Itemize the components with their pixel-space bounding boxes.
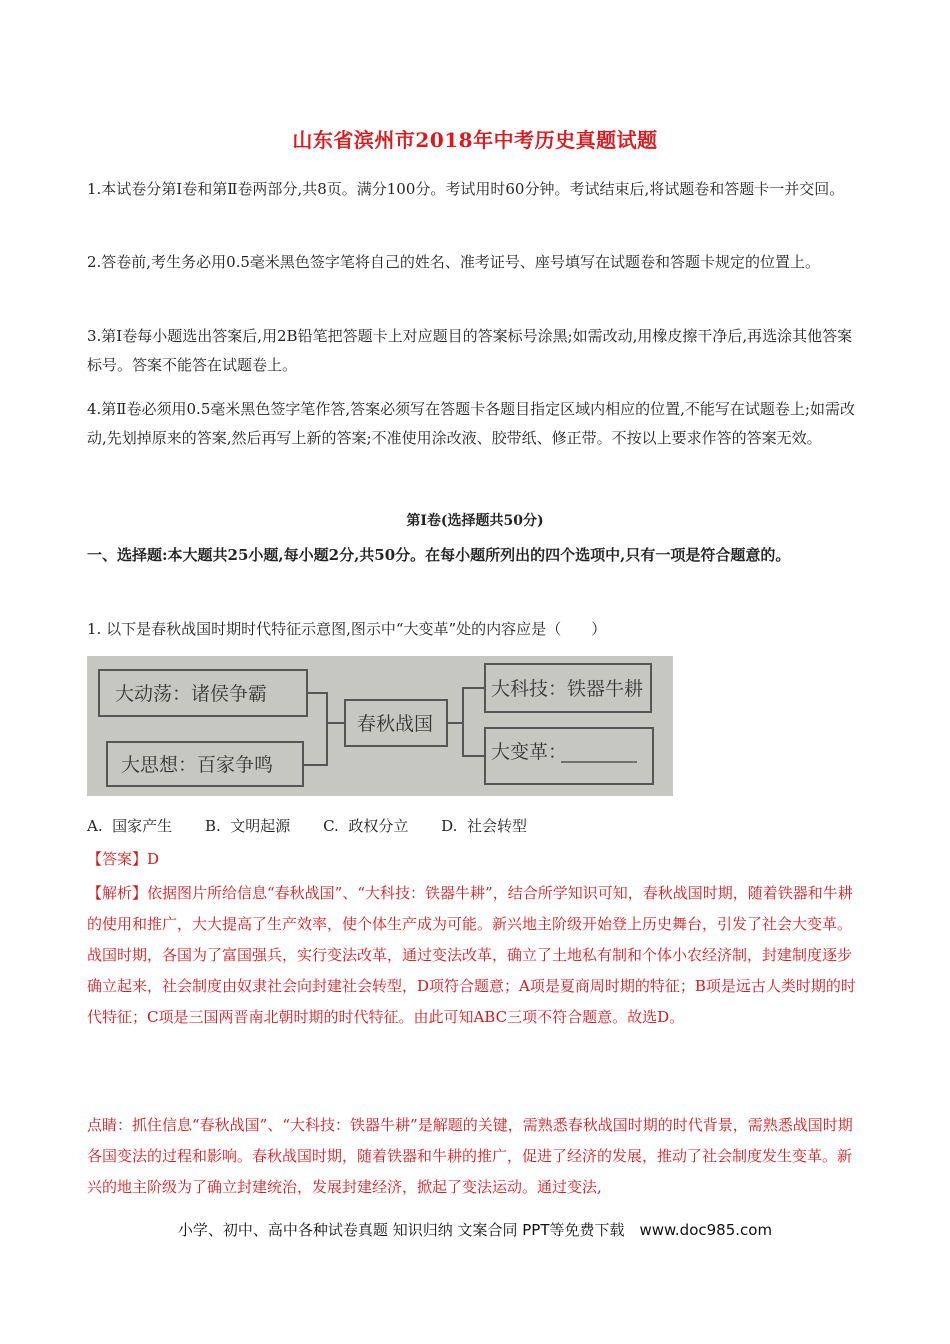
option-a: A. 国家产生 (87, 817, 173, 835)
part-heading: 一、选择题:本大题共25小题,每小题2分,共50分。在每小题所列出的四个选项中,只有一项是符合题意的。 (87, 546, 791, 564)
instruction-1: 1.本试卷分第Ⅰ卷和第Ⅱ卷两部分,共8页。满分100分。考试用时60分钟。考试结束后,将试题卷和答题卡一并交回。 (87, 180, 845, 198)
comment-label: 点睛： (87, 1116, 133, 1134)
answer-options (87, 812, 527, 840)
comment-text: 抓住信息“春秋战国”、“大科技：铁器牛耕”是解题的关键，需熟悉春秋战国时期的时代背景，需熟悉战国时期各国变法的过程和影响。春秋战国时期，随着铁器和牛耕的推广，促进了经济的发展，推动了社会制度发生变革。新兴的地主阶级为了确立封建统治，发展封建经济，掀起了变法运动。通过变法, (87, 1116, 853, 1196)
box-right-bottom-text: 大变革： (491, 741, 568, 763)
page-footer: 小学、初中、高中各种试卷真题 知识归纳 文案合同 PPT等免费下载 www.doc985.com (177, 1221, 773, 1239)
analysis-label: 【解析】 (87, 884, 148, 902)
instruction-2: 2.答卷前,考生务必用0.5毫米黑色签字笔将自己的姓名、准考证号、座号填写在试题卷和答题卡规定的位置上。 (87, 253, 820, 271)
era-diagram-svg (87, 656, 673, 796)
era-diagram (87, 656, 673, 796)
option-b: B. 文明起源 (204, 817, 291, 835)
answer-label: 【答案】 (87, 850, 148, 868)
box-center-text: 春秋战国 (357, 713, 434, 735)
question-stem: 1. 以下是春秋战国时期时代特征示意图,图示中“大变革”处的内容应是（ ） (87, 620, 607, 638)
answer-line (87, 845, 863, 874)
option-d: D. 社会转型 (441, 817, 527, 835)
option-c: C. 政权分立 (323, 817, 409, 835)
page-title: 山东省滨州市2018年中考历史真题试题 (292, 128, 658, 152)
analysis-text: 依据图片所给信息“春秋战国”、“大科技：铁器牛耕”，结合所学知识可知，春秋战国时期，随着铁器和牛耕的使用和推广，大大提高了生产效率，使个体生产成为可能。新兴地主阶级开始登上历史舞台，引发了社会大变革。战国时期，各国为了富国强兵，实行变法改革，通过变法改革，确立了土地私有制和个体小农经济制，封建制度逐步确立起来，社会制度由奴隶社会向封建社会转型，D项符合题意；A项是夏商周时期的特征；B项是远古人类时期的时代特征；C项是三国两晋南北朝时期的时代特征。由此可知ABC三项不符合题意。故选D。 (87, 884, 856, 1026)
comment (87, 1110, 863, 1203)
box-left-top-text: 大动荡：诸侯争霸 (115, 683, 268, 705)
instruction-3: 3.第Ⅰ卷每小题选出答案后,用2B铅笔把答题卡上对应题目的答案标号涂黑;如需改动,用橡皮擦干净后,再选涂其他答案标号。答案不能答在试题卷上。 (87, 327, 853, 374)
instruction-4: 4.第Ⅱ卷必须用0.5毫米黑色签字笔作答,答案必须写在答题卡各题目指定区域内相应的位置,不能写在试题卷上;如需改动,先划掉原来的答案,然后再写上新的答案;不准使用涂改液、胶带纸、修正带。不按以上要求作答的答案无效。 (87, 400, 855, 447)
box-left-bottom-text: 大思想：百家争鸣 (121, 754, 274, 776)
answer-value: D (147, 850, 160, 868)
section-title: 第Ⅰ卷(选择题共50分) (406, 513, 544, 529)
box-right-top-text: 大科技：铁器牛耕 (491, 678, 644, 700)
analysis (87, 878, 863, 1033)
